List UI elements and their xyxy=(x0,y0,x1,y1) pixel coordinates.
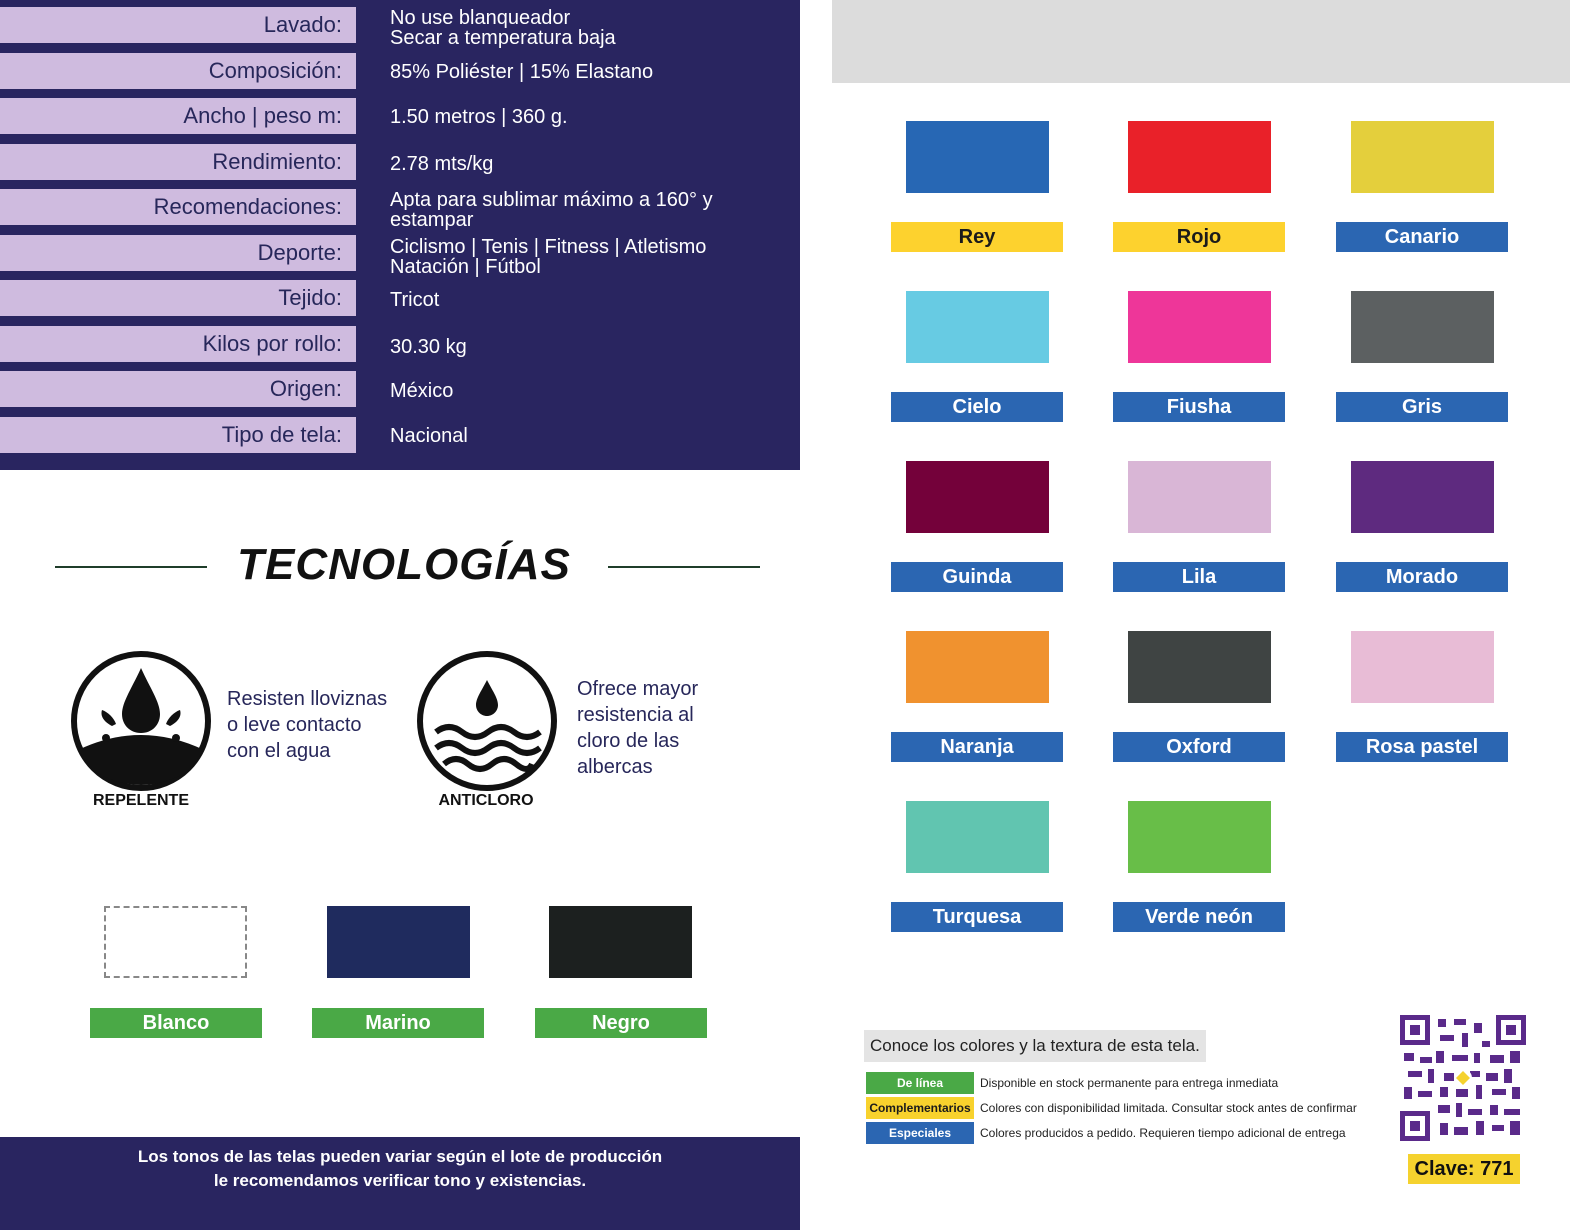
label-lila: Lila xyxy=(1113,562,1285,592)
swatch-gris xyxy=(1351,291,1494,363)
spec-label-rendimiento: Rendimiento: xyxy=(0,144,356,180)
spec-label-composicion: Composición: xyxy=(0,53,356,89)
spec-label-tejido: Tejido: xyxy=(0,280,356,316)
legend-desc-especiales: Colores producidos a pedido. Requieren tiempo adicional de entrega xyxy=(980,1126,1346,1140)
repelente-description: Resisten lloviznas o leve contacto con el agua xyxy=(227,688,388,762)
label-canario: Canario xyxy=(1336,222,1508,252)
legend-tag-complementarios: Complementarios xyxy=(866,1097,974,1119)
label-verde-neon: Verde neón xyxy=(1113,902,1285,932)
label-fiusha: Fiusha xyxy=(1113,392,1285,422)
anti-chlorine-icon xyxy=(416,650,558,792)
label-blanco: Blanco xyxy=(90,1008,262,1038)
spec-label-tipo-tela: Tipo de tela: xyxy=(0,417,356,453)
label-oxford: Oxford xyxy=(1113,732,1285,762)
anticloro-description: Ofrece mayor resistencia al cloro de las albercas xyxy=(577,678,699,778)
gray-header-band xyxy=(832,0,1570,83)
label-rey: Rey xyxy=(891,222,1063,252)
swatch-oxford xyxy=(1128,631,1271,703)
label-morado: Morado xyxy=(1336,562,1508,592)
spec-label-origen: Origen: xyxy=(0,371,356,407)
qr-code-icon[interactable] xyxy=(1400,1015,1526,1141)
spec-value-composicion: 85% Poliéster | 15% Elastano xyxy=(390,61,654,83)
label-turquesa: Turquesa xyxy=(891,902,1063,932)
spec-value-tipo-tela: Nacional xyxy=(390,425,468,447)
swatch-blanco xyxy=(104,906,247,978)
spec-value-origen: México xyxy=(390,380,454,402)
swatch-negro xyxy=(549,906,692,978)
technologies-title: TECNOLOGÍAS xyxy=(237,540,571,589)
legend-tag-de-linea: De línea xyxy=(866,1072,974,1094)
label-cielo: Cielo xyxy=(891,392,1063,422)
spec-value-deporte: Ciclismo | Tenis | Fitness | Atletismo Natación | Fútbol xyxy=(390,236,707,278)
swatch-turquesa xyxy=(906,801,1049,873)
spec-label-lavado: Lavado: xyxy=(0,7,356,43)
footer-note: Los tonos de las telas pueden variar según el lote de producción le recomendamos verificar tono y existencias. xyxy=(137,1147,663,1190)
legend-tag-especiales: Especiales xyxy=(866,1122,974,1144)
swatch-marino xyxy=(327,906,470,978)
spec-label-kilos-rollo: Kilos por rollo: xyxy=(0,326,356,362)
label-rojo: Rojo xyxy=(1113,222,1285,252)
swatch-fiusha xyxy=(1128,291,1271,363)
spec-value-ancho-peso: 1.50 metros | 360 g. xyxy=(390,106,568,128)
title-rule-right xyxy=(608,566,760,568)
title-rule-left xyxy=(55,566,207,568)
swatch-rey xyxy=(906,121,1049,193)
swatch-cielo xyxy=(906,291,1049,363)
swatch-rosa-pastel xyxy=(1351,631,1494,703)
legend-desc-complementarios: Colores con disponibilidad limitada. Consultar stock antes de confirmar xyxy=(980,1101,1357,1115)
swatch-canario xyxy=(1351,121,1494,193)
legend-desc-de-linea: Disponible en stock permanente para entrega inmediata xyxy=(980,1076,1279,1090)
spec-value-rendimiento: 2.78 mts/kg xyxy=(390,153,494,175)
label-gris: Gris xyxy=(1336,392,1508,422)
spec-value-lavado: No use blanqueador Secar a temperatura baja xyxy=(390,7,616,49)
swatch-naranja xyxy=(906,631,1049,703)
product-code: Clave: 771 xyxy=(1408,1154,1520,1184)
label-naranja: Naranja xyxy=(891,732,1063,762)
swatch-morado xyxy=(1351,461,1494,533)
spec-label-deporte: Deporte: xyxy=(0,235,356,271)
swatch-guinda xyxy=(906,461,1049,533)
water-repellent-icon xyxy=(70,650,212,792)
spec-label-recomendaciones: Recomendaciones: xyxy=(0,189,356,225)
spec-label-ancho-peso: Ancho | peso m: xyxy=(0,98,356,134)
repelente-caption: REPELENTE xyxy=(92,792,189,809)
swatch-verde-neon xyxy=(1128,801,1271,873)
spec-value-kilos-rollo: 30.30 kg xyxy=(390,336,467,358)
label-marino: Marino xyxy=(312,1008,484,1038)
label-negro: Negro xyxy=(535,1008,707,1038)
label-guinda: Guinda xyxy=(891,562,1063,592)
swatch-rojo xyxy=(1128,121,1271,193)
swatch-lila xyxy=(1128,461,1271,533)
spec-panel xyxy=(0,0,800,470)
anticloro-caption: ANTICLORO xyxy=(438,792,534,809)
spec-value-tejido: Tricot xyxy=(390,289,440,311)
label-rosa-pastel: Rosa pastel xyxy=(1336,732,1508,762)
spec-value-recomendaciones: Apta para sublimar máximo a 160° y estampar xyxy=(390,189,713,231)
know-colors-heading: Conoce los colores y la textura de esta tela. xyxy=(864,1030,1206,1062)
